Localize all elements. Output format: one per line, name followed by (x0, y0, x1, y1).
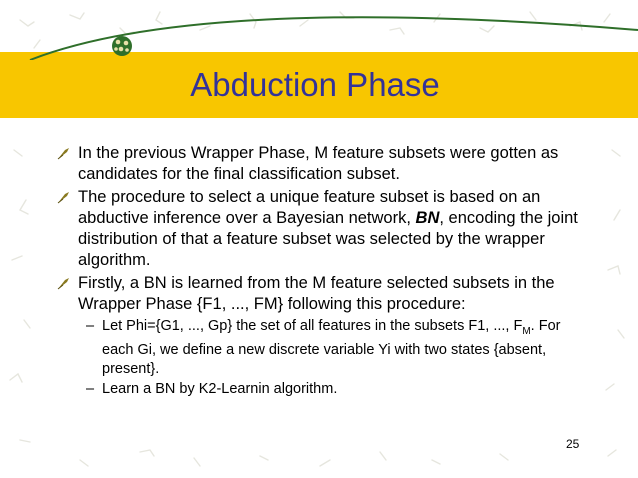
bullet-text-after: , encoding the joint distribution of that a feature subset was selected by the wrapper algorithm. (78, 209, 578, 269)
slide-title: Abduction Phase (190, 66, 440, 103)
dash-marker: – (86, 381, 95, 398)
pen-nib-icon (56, 275, 72, 291)
sub-bullet-item (56, 380, 586, 399)
dash-marker: – (86, 318, 95, 334)
pen-nib-icon (56, 189, 72, 205)
bullet-item (56, 187, 586, 271)
bullet-text-before: The procedure to select a unique feature subset is based on an abductive inference over a Bayesian network, (78, 188, 541, 227)
sub-text-after: . For each Gi, we define a new discrete variable Yi with two states {absent, present}. (102, 318, 561, 377)
subscript-m: M (522, 325, 531, 337)
sub-text-before: Let Phi={G1, ..., Gp} the set of all features in the subsets F1, ..., F (102, 318, 523, 334)
bullet-text: Firstly, a BN is learned from the M feature selected subsets in the Wrapper Phase {F1, ..., FM} following this procedure: (78, 274, 555, 313)
bullet-item (56, 143, 586, 185)
bn-emphasis: BN (415, 209, 440, 227)
slide-content (56, 143, 586, 399)
bullet-item (56, 273, 586, 315)
bullet-text: In the previous Wrapper Phase, M feature subsets were gotten as candidates for the final classification subset. (78, 144, 559, 183)
decorative-arc (0, 0, 638, 60)
pen-nib-icon (56, 145, 72, 161)
sub-text: Learn a BN by K2-Learnin algorithm. (102, 381, 338, 398)
sub-bullet-item (56, 317, 586, 378)
page-number: 25 (566, 437, 580, 451)
